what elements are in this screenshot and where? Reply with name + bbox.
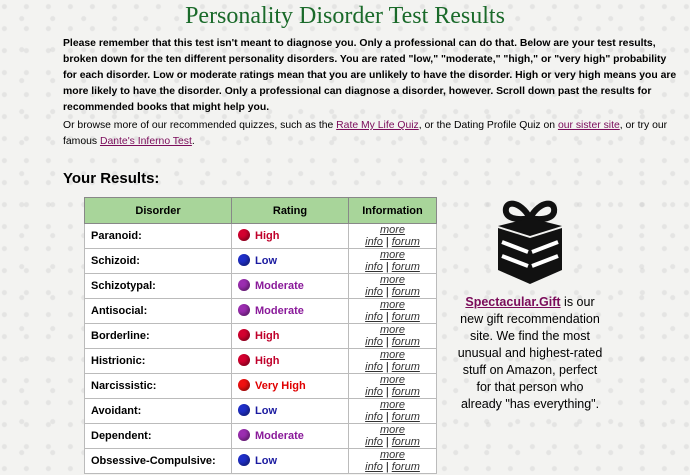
page-title: Personality Disorder Test Results <box>185 3 505 29</box>
table-row <box>85 374 437 399</box>
rating-ball-icon <box>238 229 250 241</box>
disorder-name: Histrionic: <box>85 349 232 374</box>
rating-label: High <box>255 330 280 343</box>
rating-label: Low <box>255 455 277 468</box>
rating-ball-icon <box>238 279 250 291</box>
information-cell <box>349 324 437 349</box>
rating-ball-icon <box>238 304 250 316</box>
forum-link[interactable]: forum <box>391 436 420 448</box>
browse-paragraph <box>63 118 683 150</box>
more-info-link[interactable]: more info <box>365 274 406 298</box>
rating-ball-icon <box>238 379 250 391</box>
forum-link[interactable]: forum <box>391 411 420 423</box>
disorder-name: Schizotypal: <box>85 274 232 299</box>
more-info-link[interactable]: more info <box>365 399 406 423</box>
more-info-link[interactable]: more info <box>365 324 406 348</box>
table-row <box>85 274 437 299</box>
gift-box-icon[interactable] <box>490 196 570 288</box>
information-cell <box>349 399 437 424</box>
forum-link[interactable]: forum <box>391 286 420 298</box>
link-separator: | <box>385 361 389 373</box>
rating-cell <box>232 274 349 299</box>
table-row <box>85 449 437 474</box>
rating-label: Moderate <box>255 305 304 318</box>
spectacular-gift-link[interactable]: Spectacular.Gift <box>465 295 561 309</box>
rating-label: Low <box>255 405 277 418</box>
more-info-link[interactable]: more info <box>365 224 406 248</box>
link-separator: | <box>385 311 389 323</box>
more-info-link[interactable]: more info <box>365 374 406 398</box>
rating-cell <box>232 424 349 449</box>
rating-label: Moderate <box>255 280 304 293</box>
information-cell <box>349 349 437 374</box>
rating-label: High <box>255 355 280 368</box>
disorder-name: Dependent: <box>85 424 232 449</box>
more-info-link[interactable]: more info <box>365 449 406 473</box>
header-rating: Rating <box>232 198 349 224</box>
rating-label: Moderate <box>255 430 304 443</box>
link-separator: | <box>385 261 389 273</box>
link-separator: | <box>385 336 389 348</box>
rating-cell <box>232 399 349 424</box>
forum-link[interactable]: forum <box>391 361 420 373</box>
header-information: Information <box>349 198 437 224</box>
rating-cell <box>232 324 349 349</box>
link-separator: | <box>385 411 389 423</box>
information-cell <box>349 249 437 274</box>
forum-link[interactable]: forum <box>391 336 420 348</box>
more-info-link[interactable]: more info <box>365 299 406 323</box>
browse-text-2: , or the Dating Profile Quiz on <box>418 120 558 131</box>
results-header-row <box>85 198 437 224</box>
table-row <box>85 224 437 249</box>
rating-cell <box>232 374 349 399</box>
results-table <box>84 197 437 474</box>
link-separator: | <box>385 436 389 448</box>
forum-link[interactable]: forum <box>391 461 420 473</box>
rating-label: Very High <box>255 380 306 393</box>
disorder-name: Obsessive-Compulsive: <box>85 449 232 474</box>
information-cell <box>349 274 437 299</box>
browse-text-1: Or browse more of our recommended quizzes, such as the <box>63 120 337 131</box>
browse-text-4: . <box>191 136 195 147</box>
link-separator: | <box>385 461 389 473</box>
dantes-inferno-test-link[interactable]: Dante's Inferno Test <box>99 136 192 147</box>
rating-cell <box>232 299 349 324</box>
intro-paragraph: Please remember that this test isn't meant to diagnose you. Only a professional can do that. Below are your test results, broken down for the ten different personality disorders. You are rated "low," "moderate," "high," or "very high" probability for each disorder. Low or moderate ratings mean that you are unlikely to have the disorder. High or very high means you are more likely to have the disorder. Only a professional can diagnose a disorder, however. Scroll down past the results for recommended books that might help you. <box>63 38 677 113</box>
information-cell <box>349 374 437 399</box>
gift-description: is our new gift recommendation site. We find the most unusual and highest-rated stuff on Amazon, perfect for that person who already "has everything". <box>457 295 603 411</box>
link-separator: | <box>385 236 389 248</box>
rating-ball-icon <box>238 329 250 341</box>
disorder-name: Paranoid: <box>85 224 232 249</box>
more-info-link[interactable]: more info <box>365 349 406 373</box>
rating-ball-icon <box>238 429 250 441</box>
rating-cell <box>232 224 349 249</box>
table-row <box>85 349 437 374</box>
rate-my-life-quiz-link[interactable]: Rate My Life Quiz <box>336 120 419 131</box>
sister-site-link[interactable]: our sister site <box>557 120 620 131</box>
gift-promo <box>455 294 605 413</box>
rating-ball-icon <box>238 404 250 416</box>
browse-text-3: , or try our famous <box>63 120 668 147</box>
table-row <box>85 324 437 349</box>
forum-link[interactable]: forum <box>391 236 420 248</box>
link-separator: | <box>385 386 389 398</box>
header-disorder: Disorder <box>85 198 232 224</box>
forum-link[interactable]: forum <box>391 261 420 273</box>
rating-ball-icon <box>238 254 250 266</box>
table-row <box>85 424 437 449</box>
disorder-name: Antisocial: <box>85 299 232 324</box>
disorder-name: Schizoid: <box>85 249 232 274</box>
forum-link[interactable]: forum <box>391 311 420 323</box>
more-info-link[interactable]: more info <box>365 249 406 273</box>
rating-cell <box>232 349 349 374</box>
results-heading: Your Results: <box>63 170 160 187</box>
rating-ball-icon <box>238 454 250 466</box>
rating-ball-icon <box>238 354 250 366</box>
link-separator: | <box>385 286 389 298</box>
table-row <box>85 249 437 274</box>
forum-link[interactable]: forum <box>391 386 420 398</box>
disorder-name: Narcissistic: <box>85 374 232 399</box>
rating-cell <box>232 249 349 274</box>
rating-cell <box>232 449 349 474</box>
disorder-name: Avoidant: <box>85 399 232 424</box>
rating-label: Low <box>255 255 277 268</box>
information-cell <box>349 449 437 474</box>
information-cell <box>349 424 437 449</box>
disorder-name: Borderline: <box>85 324 232 349</box>
more-info-link[interactable]: more info <box>365 424 406 448</box>
information-cell <box>349 299 437 324</box>
information-cell <box>349 224 437 249</box>
rating-label: High <box>255 230 280 243</box>
table-row <box>85 399 437 424</box>
table-row <box>85 299 437 324</box>
